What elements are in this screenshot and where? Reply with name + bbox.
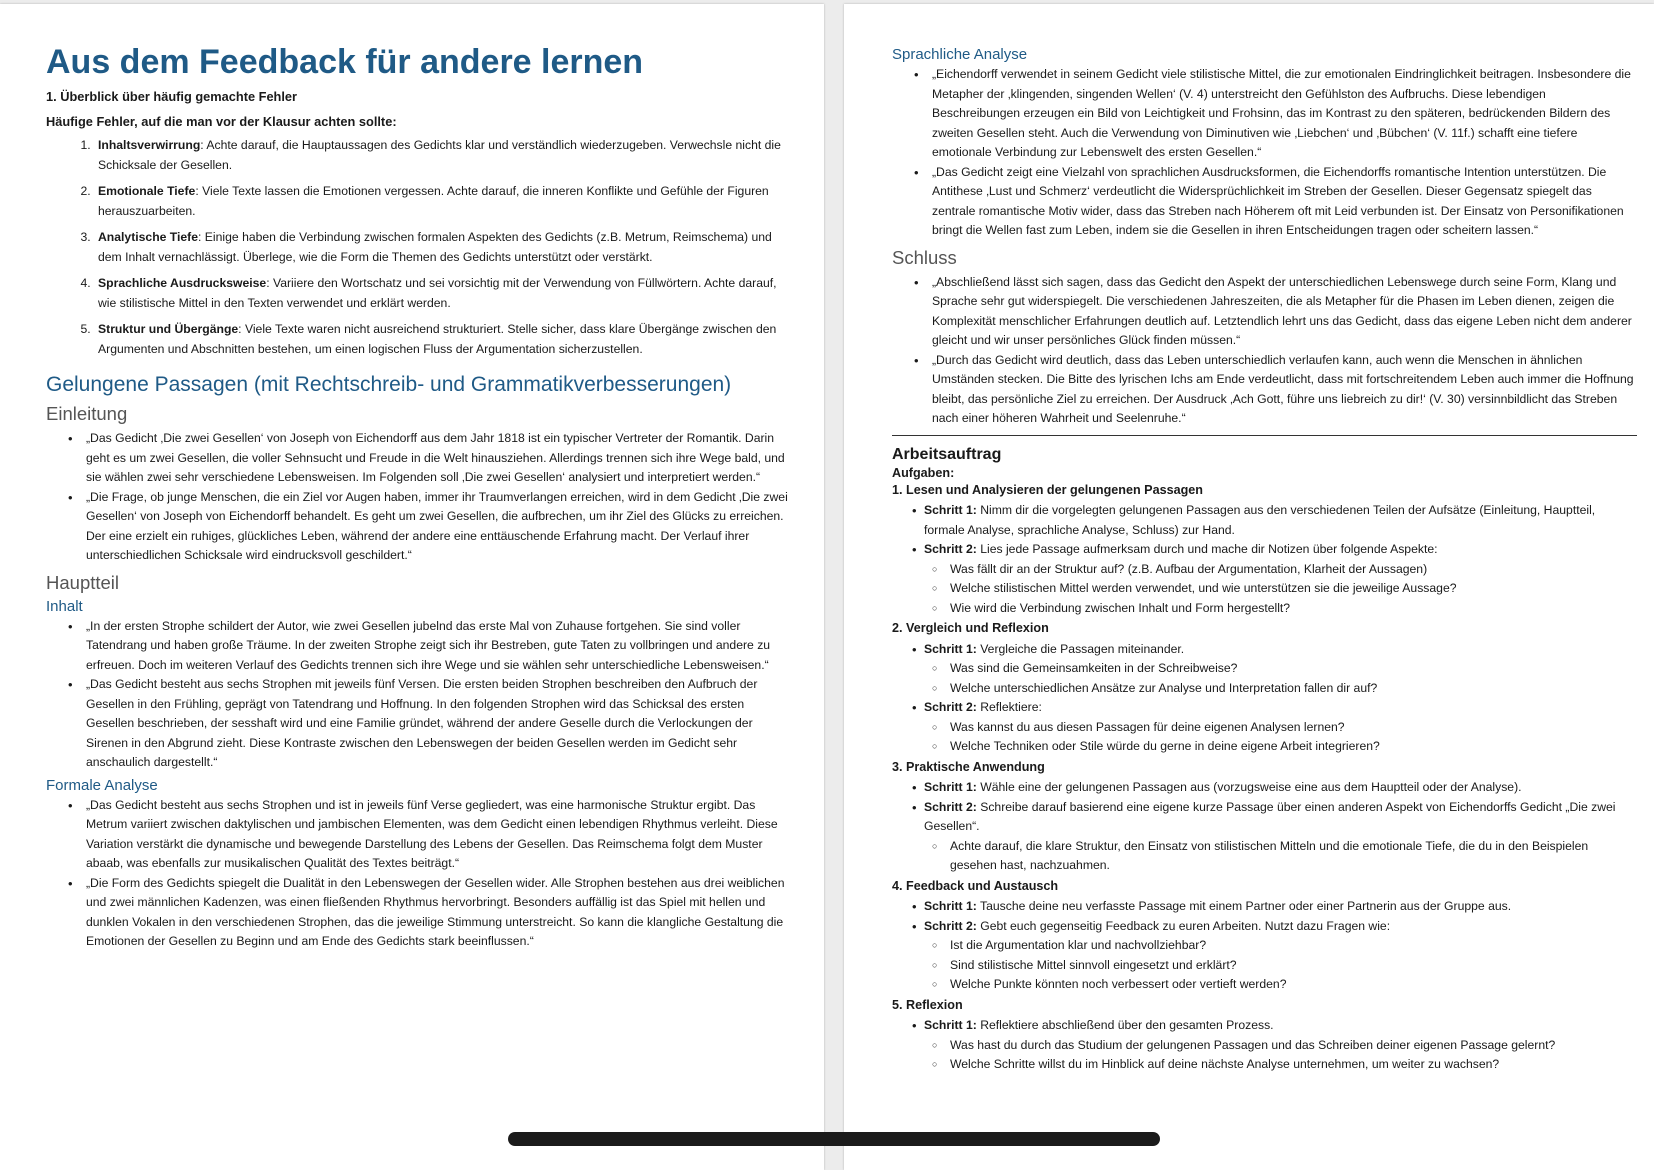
task-substep: ○ Was fällt dir an der Struktur auf? (z.B. Aufbau der Argumentation, Klarheit der Aussagen) bbox=[892, 560, 1637, 580]
aufgaben-label: Aufgaben: bbox=[892, 465, 955, 480]
sprachliche-analyse-list bbox=[892, 65, 1637, 241]
task-section-heading: 5. Reflexion bbox=[892, 997, 963, 1012]
quote-item: • „Die Form des Gedichts spiegelt die Dualität in den Lebenswegen der Gesellen wider. Alle Strophen bestehen aus drei weiblichen und zwei männlichen Kadenzen, was einen fließenden Rhythmus hervorbringt. Besonders auffällig ist das Spiel mit hellen und dunklen Vokalen in den verschiedenen Strophen, das die jeweilige Stimmung unterstreicht. So kann die klangliche Gestaltung die Emotionen der Gesellen zu Beginn und am Ende des Gedichts stark beeinflussen.“ bbox=[46, 874, 794, 952]
task-substep: ○ Welche stilistischen Mittel werden verwendet, und wie unterstützen sie die jeweilige Aussage? bbox=[892, 579, 1637, 599]
errors-list bbox=[46, 136, 794, 359]
document-page-left bbox=[0, 4, 824, 1170]
error-item: 1. Inhaltsverwirrung: Achte darauf, die Hauptaussagen des Gedichts klar und verständlich wiederzugeben. Verwechsle nicht die Schicksale der Gesellen. bbox=[94, 136, 794, 175]
task-section-heading: 1. Lesen und Analysieren der gelungenen Passagen bbox=[892, 482, 1203, 497]
quote-item: • „Das Gedicht zeigt eine Vielzahl von sprachlichen Ausdrucksformen, die Eichendorffs romantische Intention unterstützen. Die Antithese ‚Lust und Schmerz‘ verdeutlicht die Widersprüchlichkeit im Streben der Gesellen. Dieser Gegensatz spiegelt das zentrale romantische Motiv wider, dass das Streben nach Höherem oft mit Leid verbunden ist. Der Einsatz von Personifikationen bringt die Wellen fast zum Leben, indem sie die Gesellen in ihren Entscheidungen tragen oder scheitern lassen.“ bbox=[892, 163, 1637, 241]
task-step-label: Schritt 2: bbox=[924, 918, 977, 933]
error-item: 2. Emotionale Tiefe: Viele Texte lassen die Emotionen vergessen. Achte darauf, die inneren Konflikte und Gefühle der Figuren herauszuarbeiten. bbox=[94, 182, 794, 221]
inhalt-list bbox=[46, 617, 794, 773]
task-step-text: Gebt euch gegenseitig Feedback zu euren Arbeiten. Nutzt dazu Fragen wie: bbox=[976, 918, 1391, 933]
document-page-right bbox=[844, 4, 1654, 1170]
task-substeps-list bbox=[892, 837, 1637, 876]
task-step-label: Schritt 1: bbox=[924, 641, 977, 656]
horizontal-scrollbar[interactable] bbox=[508, 1132, 1160, 1146]
error-item: 4. Sprachliche Ausdrucksweise: Variiere den Wortschatz und sei vorsichtig mit der Verwendung von Füllwörtern. Achte darauf, wie stilistische Mittel in den Texten verwendet und erklärt werden. bbox=[94, 274, 794, 313]
hauptteil-heading: Hauptteil bbox=[46, 571, 120, 593]
einleitung-list bbox=[46, 429, 794, 566]
quote-item: • „Das Gedicht besteht aus sechs Strophen mit jeweils fünf Versen. Die ersten beiden Strophen beschreiben den Aufbruch der Gesellen in den Frühling, geprägt von Tatendrang und Hoffnung. In den folgenden Strophen wird das Schicksal des ersten Gesellen beschrieben, der sesshaft wird und eine Familie gründet, während der andere Geselle durch die Verlockungen der Sirenen in den Abgrund zieht. Diese Kontraste zwischen den Lebenswegen der beiden Gesellen werden im Gedicht sehr anschaulich dargestellt.“ bbox=[46, 675, 794, 773]
task-substep: ○ Welche unterschiedlichen Ansätze zur Analyse und Interpretation fallen dir auf? bbox=[892, 679, 1637, 699]
error-item: 3. Analytische Tiefe: Einige haben die Verbindung zwischen formalen Aspekten des Gedichts (z.B. Metrum, Reimschema) und dem Inhalt vernachlässigt. Überlege, wie die Form die Themen des Gedichts unterstützt oder verstärkt. bbox=[94, 228, 794, 267]
task-step bbox=[892, 798, 1637, 837]
quote-item: • „Das Gedicht besteht aus sechs Strophen und ist in jeweils fünf Verse gegliedert, was eine harmonische Struktur ergibt. Das Metrum variiert zwischen daktylischen und jambischen Elementen, was dem Gedicht einen lebendigen Rhythmus verleiht. Diese Variation verstärkt die dynamische und bewegende Darstellung des Lebens der Gesellen. Das Reimschema folgt dem Muster abaab, was ebenfalls zur musikalischen Qualität des Textes beiträgt.“ bbox=[46, 796, 794, 874]
task-steps-list bbox=[892, 501, 1637, 618]
task-step-label: Schritt 1: bbox=[924, 899, 977, 913]
task-substep: ○ Achte darauf, die klare Struktur, den Einsatz von stilistischen Mitteln und die emotionale Tiefe, die du in den Beispielen gesehen hast, nachzuahmen. bbox=[892, 837, 1637, 876]
task-step-text: Wähle eine der gelungenen Passagen aus (vorzugsweise eine aus dem Hauptteil oder der Analyse). bbox=[976, 780, 1522, 794]
task-step bbox=[892, 778, 1637, 798]
sprachliche-analyse-heading: Sprachliche Analyse bbox=[892, 46, 1028, 63]
task-step-text: Reflektiere abschließend über den gesamten Prozess. bbox=[976, 1018, 1274, 1032]
task-step bbox=[892, 698, 1637, 718]
page-left-content bbox=[46, 44, 794, 956]
task-substep: ○ Was hast du durch das Studium der gelungenen Passagen und das Schreiben deiner eigenen Passage gelernt? bbox=[892, 1036, 1637, 1056]
task-substep: ○ Sind stilistische Mittel sinnvoll eingesetzt und erklärt? bbox=[892, 956, 1637, 976]
task-substeps-list bbox=[892, 659, 1637, 698]
formale-analyse-list bbox=[46, 796, 794, 952]
schluss-list bbox=[892, 273, 1637, 429]
task-substep: ○ Wie wird die Verbindung zwischen Inhalt und Form hergestellt? bbox=[892, 599, 1637, 619]
task-substeps-list bbox=[892, 1036, 1637, 1075]
task-steps-list bbox=[892, 640, 1637, 757]
task-step-label: Schritt 1: bbox=[924, 780, 977, 794]
task-substeps-list bbox=[892, 560, 1637, 619]
task-steps-list bbox=[892, 897, 1637, 995]
task-step bbox=[892, 897, 1637, 917]
task-step-label: Schritt 2: bbox=[924, 700, 977, 714]
quote-item: • „In der ersten Strophe schildert der Autor, wie zwei Gesellen jubelnd das erste Mal von Zuhause fortgehen. Sie sind voller Tatendrang und haben große Träume. In der zweiten Strophe zeigt sich ihr Bestreben, gute Taten zu vollbringen und andere zu erfreuen. Doch im weiteren Verlauf des Gedichts trennen sich ihre Wege und sie wählen sehr unterschiedliche Lebensweisen.“ bbox=[46, 617, 794, 676]
task-step bbox=[892, 640, 1637, 660]
task-section-heading: 4. Feedback und Austausch bbox=[892, 878, 1059, 893]
task-step bbox=[892, 501, 1637, 540]
arbeitsauftrag-heading: Arbeitsauftrag bbox=[892, 445, 1002, 463]
task-step-text: Lies jede Passage aufmerksam durch und mache dir Notizen über folgende Aspekte: bbox=[976, 542, 1438, 556]
task-step bbox=[892, 917, 1637, 937]
einleitung-heading: Einleitung bbox=[46, 403, 128, 425]
task-substep: ○ Welche Punkte könnten noch verbessert oder vertieft werden? bbox=[892, 975, 1637, 995]
task-section-heading: 2. Vergleich und Reflexion bbox=[892, 621, 1049, 635]
quote-item: • „Die Frage, ob junge Menschen, die ein Ziel vor Augen haben, immer ihr Traumverlangen erreichen, wird in dem Gedicht ‚Die zwei Gesellen‘ von Joseph von Eichendorff behandelt. Es geht um zwei Gesellen, die aufbrechen, um ihr Ziel des Glücks zu erreichen. Der eine erzielt ein ruhiges, glückliches Leben, während der andere eine enttäuschende Erfahrung macht. Der Verlauf ihrer unterschiedlichen Schicksale wird eindrucksvoll geschildert.“ bbox=[46, 488, 794, 566]
task-step-text: Nimm dir die vorgelegten gelungenen Passagen aus den verschiedenen Teilen der Aufsätze (Einleitung, Hauptteil, formale Analyse, sprachliche Analyse, Schluss) zur Hand. bbox=[924, 503, 1596, 537]
task-step-label: Schritt 1: bbox=[924, 1018, 977, 1032]
overview-heading: 1. Überblick über häufig gemachte Fehler bbox=[46, 89, 298, 105]
task-substeps-list bbox=[892, 718, 1637, 757]
task-substep: ○ Ist die Argumentation klar und nachvollziehbar? bbox=[892, 936, 1637, 956]
task-step-text: Vergleiche die Passagen miteinander. bbox=[976, 641, 1185, 656]
task-section-heading: 3. Praktische Anwendung bbox=[892, 759, 1045, 774]
formale-analyse-heading: Formale Analyse bbox=[46, 776, 158, 794]
task-steps-list bbox=[892, 1016, 1637, 1075]
task-substep: ○ Was kannst du aus diesen Passagen für deine eigenen Analysen lernen? bbox=[892, 718, 1637, 738]
section-divider bbox=[892, 435, 1637, 436]
error-item: 5. Struktur und Übergänge: Viele Texte waren nicht ausreichend strukturiert. Stelle sicher, dass klare Übergänge zwischen den Argumenten und Abschnitten bestehen, um einen logischen Fluss der Argumentation sicherzustellen. bbox=[94, 320, 794, 359]
task-step-label: Schritt 2: bbox=[924, 542, 977, 556]
task-step-text: Tausche deine neu verfasste Passage mit einem Partner oder einer Partnerin aus der Gruppe aus. bbox=[976, 899, 1512, 913]
page-right-content bbox=[892, 44, 1637, 1075]
task-step-label: Schritt 2: bbox=[924, 799, 977, 814]
document-title: Aus dem Feedback für andere lernen bbox=[46, 43, 644, 81]
schluss-heading: Schluss bbox=[892, 246, 957, 268]
task-substep: ○ Welche Techniken oder Stile würde du gerne in deine eigene Arbeit integrieren? bbox=[892, 737, 1637, 757]
quote-item: • „Eichendorff verwendet in seinem Gedicht viele stilistische Mittel, die zur emotionalen Eindringlichkeit beitragen. Insbesondere die Metapher der ‚klingenden, singenden Wellen‘ (V. 4) unterstreicht den Gefühlston des Aufbruchs. Diese lebendigen Beschreibungen erzeugen ein Bild von Leichtigkeit und Frohsinn, das im Kontrast zu den späteren, bedrückenden Bildern des zweiten Gesellen steht. Auch die Verwendung von Diminutiven wie ‚Liebchen‘ und ‚Bübchen‘ (V. 11f.) schafft eine tiefere emotionale Verbindung zur Lebenswelt des ersten Gesellen.“ bbox=[892, 65, 1637, 163]
task-substep: ○ Was sind die Gemeinsamkeiten in der Schreibweise? bbox=[892, 659, 1637, 679]
errors-heading: Häufige Fehler, auf die man vor der Klausur achten sollte: bbox=[46, 114, 397, 130]
task-step bbox=[892, 1016, 1637, 1036]
task-substeps-list bbox=[892, 936, 1637, 995]
task-step bbox=[892, 540, 1637, 560]
task-step-label: Schritt 1: bbox=[924, 503, 977, 517]
inhalt-heading: Inhalt bbox=[46, 597, 83, 615]
task-step-text: Schreibe darauf basierend eine eigene kurze Passage über einen anderen Aspekt von Eichendorffs Gedicht „Die zwei Gesellen“. bbox=[924, 799, 1616, 833]
task-steps-list bbox=[892, 778, 1637, 876]
quote-item: • „Das Gedicht ‚Die zwei Gesellen‘ von Joseph von Eichendorff aus dem Jahr 1818 ist ein typischer Vertreter der Romantik. Darin geht es um zwei Gesellen, die voller Sehnsucht und Freude in die Welt hinausziehen. Allerdings trennen sich ihre Wege bald, und sie wählen zwei sehr verschiedene Lebensweisen. Im Folgenden soll ‚Die zwei Gesellen‘ analysiert und interpretiert werden.“ bbox=[46, 429, 794, 488]
tasks-container bbox=[892, 481, 1637, 1075]
quote-item: • „Abschließend lässt sich sagen, dass das Gedicht den Aspekt der unterschiedlichen Lebenswege durch seine Form, Klang und Sprache sehr gut widerspiegelt. Die verschiedenen Jahreszeiten, die als Metapher für die Phasen im Leben dienen, zeigen die Komplexität menschlicher Erfahrungen deutlich auf. Letztendlich lehrt uns das Gedicht, dass das eigene Leben nicht dem anderer gleicht und wir unser persönliches Glück finden müssen.“ bbox=[892, 273, 1637, 351]
task-substep: ○ Welche Schritte willst du im Hinblick auf deine nächste Analyse unternehmen, um weiter zu wachsen? bbox=[892, 1055, 1637, 1075]
quote-item: • „Durch das Gedicht wird deutlich, dass das Leben unterschiedlich verlaufen kann, auch wenn die Menschen in ähnlichen Umständen stecken. Die Bitte des lyrischen Ichs am Ende verdeutlicht, dass mit fortschreitendem Leben auch immer die Hoffnung bleibt, das persönliche Ziel zu erreichen. Der Ausdruck ‚Ach Gott, führe uns liebreich zu dir!‘ (V. 30) versinnbildlicht das Streben nach einer höheren Wahrheit und Seelenruhe.“ bbox=[892, 351, 1637, 429]
passages-heading: Gelungene Passagen (mit Rechtschreib- und Grammatikverbesserungen) bbox=[46, 373, 732, 397]
task-step-text: Reflektiere: bbox=[976, 700, 1042, 714]
